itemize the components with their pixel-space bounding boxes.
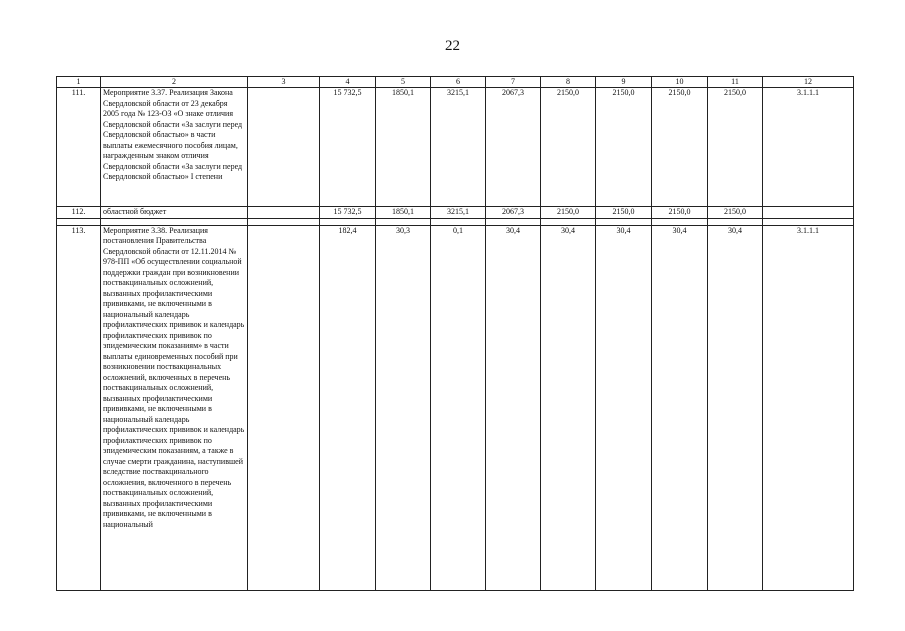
value-cell: 30,4 bbox=[652, 225, 708, 590]
value-cell: 2067,3 bbox=[486, 88, 541, 207]
column-header: 7 bbox=[486, 77, 541, 88]
spacer-cell bbox=[596, 218, 652, 225]
column-header: 2 bbox=[101, 77, 248, 88]
value-cell: 2150,0 bbox=[652, 207, 708, 219]
page-number: 22 bbox=[445, 38, 460, 54]
row-number: 113. bbox=[57, 225, 101, 590]
column-header: 4 bbox=[320, 77, 376, 88]
table-row bbox=[57, 225, 854, 590]
spacer-cell bbox=[57, 218, 101, 225]
value-cell: 30,4 bbox=[708, 225, 763, 590]
ref-cell: 3.1.1.1 bbox=[763, 88, 854, 207]
spacer-cell bbox=[652, 218, 708, 225]
value-cell: 30,3 bbox=[376, 225, 431, 590]
value-cell: 2150,0 bbox=[596, 88, 652, 207]
column-header: 5 bbox=[376, 77, 431, 88]
column-header: 12 bbox=[763, 77, 854, 88]
row-col3 bbox=[248, 207, 320, 219]
row-description: областной бюджет bbox=[101, 207, 248, 219]
row-description: Мероприятие 3.38. Реализация постановления Правительства Свердловской области от 12.11.2014 № 978-ПП «Об осуществлении социальной поддержки граждан при возникновении поствакцинальных осложнений, вызванных профилактическими прививками, не включенными в национальный календарь профилактических прививок и календарь профилактических прививок по эпидемическим показаниям» в части выплаты единовременных пособий при возникновении поствакцинальных осложнений, включенных в перечень поствакцинальных осложнений, вызванных профилактическими прививками, не включенными в национальный календарь профилактических прививок и календарь профилактических прививок по эпидемическим показаниям, а также в случае смерти гражданина, наступившей вследствие поствакцинального осложнения, включенного в перечень поствакцинальных осложнений, вызванных профилактическими прививками, не включенными в национальный bbox=[101, 225, 248, 590]
value-cell: 2150,0 bbox=[708, 207, 763, 219]
spacer-cell bbox=[486, 218, 541, 225]
spacer-cell bbox=[541, 218, 596, 225]
value-cell: 1850,1 bbox=[376, 88, 431, 207]
column-header: 11 bbox=[708, 77, 763, 88]
column-header: 1 bbox=[57, 77, 101, 88]
value-cell: 3215,1 bbox=[431, 88, 486, 207]
table-row bbox=[57, 88, 854, 207]
spacer-cell bbox=[248, 218, 320, 225]
row-description: Мероприятие 3.37. Реализация Закона Свердловской области от 23 декабря 2005 года № 123-ОЗ «О знаке отличия Свердловской области «За заслуги перед Свердловской областью» в части выплаты ежемесячного пособия лицам, награжденным знаком отличия Свердловской области «За заслуги перед Свердловской областью» I степени bbox=[101, 88, 248, 207]
spacer-cell bbox=[763, 218, 854, 225]
value-cell: 182,4 bbox=[320, 225, 376, 590]
value-cell: 2150,0 bbox=[596, 207, 652, 219]
spacer-cell bbox=[431, 218, 486, 225]
value-cell: 30,4 bbox=[541, 225, 596, 590]
value-cell: 1850,1 bbox=[376, 207, 431, 219]
table-row bbox=[57, 207, 854, 219]
column-header: 3 bbox=[248, 77, 320, 88]
value-cell: 15 732,5 bbox=[320, 207, 376, 219]
value-cell: 15 732,5 bbox=[320, 88, 376, 207]
column-header: 8 bbox=[541, 77, 596, 88]
spacer-cell bbox=[101, 218, 248, 225]
value-cell: 30,4 bbox=[486, 225, 541, 590]
column-header: 9 bbox=[596, 77, 652, 88]
row-col3 bbox=[248, 88, 320, 207]
column-header: 10 bbox=[652, 77, 708, 88]
table-header-row bbox=[57, 77, 854, 88]
budget-table bbox=[56, 76, 854, 591]
column-header: 6 bbox=[431, 77, 486, 88]
spacer-cell bbox=[320, 218, 376, 225]
value-cell: 2150,0 bbox=[541, 88, 596, 207]
value-cell: 2150,0 bbox=[708, 88, 763, 207]
value-cell: 2150,0 bbox=[541, 207, 596, 219]
value-cell: 3215,1 bbox=[431, 207, 486, 219]
row-col3 bbox=[248, 225, 320, 590]
ref-cell: 3.1.1.1 bbox=[763, 225, 854, 590]
spacer-cell bbox=[376, 218, 431, 225]
row-number: 112. bbox=[57, 207, 101, 219]
table-spacer-row bbox=[57, 218, 854, 225]
value-cell: 0,1 bbox=[431, 225, 486, 590]
value-cell: 30,4 bbox=[596, 225, 652, 590]
ref-cell bbox=[763, 207, 854, 219]
value-cell: 2150,0 bbox=[652, 88, 708, 207]
spacer-cell bbox=[708, 218, 763, 225]
value-cell: 2067,3 bbox=[486, 207, 541, 219]
row-number: 111. bbox=[57, 88, 101, 207]
